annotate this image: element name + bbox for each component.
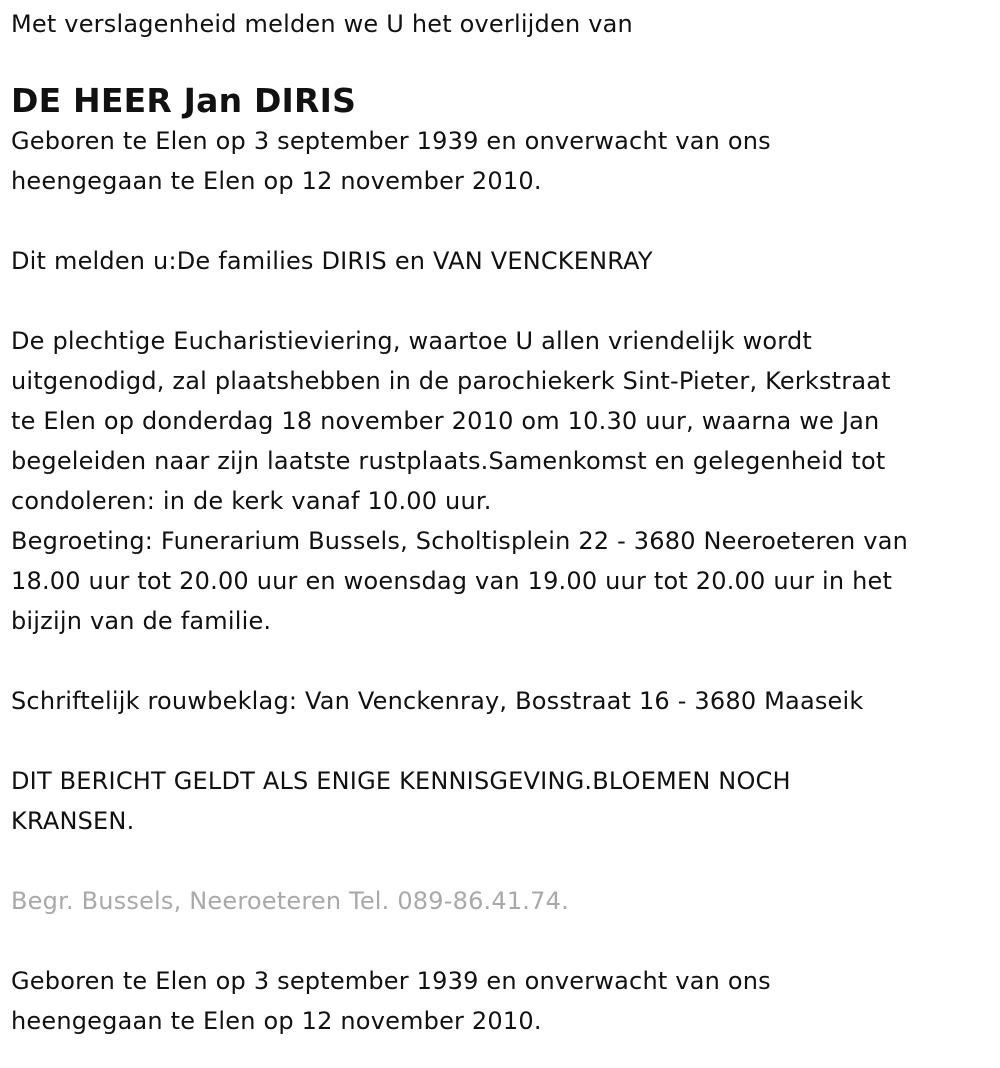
- condolences-paragraph: [11, 681, 991, 721]
- ceremony-line: uitgenodigd, zal plaatshebben in de parochiekerk Sint-Pieter, Kerkstraat: [11, 367, 891, 395]
- ceremony-paragraph: [11, 321, 991, 641]
- birth-death-line: Geboren te Elen op 3 september 1939 en onverwacht van ons: [11, 127, 771, 155]
- birth-death-paragraph: [11, 121, 991, 201]
- funeral-director-paragraph: [11, 881, 991, 921]
- ceremony-line: te Elen op donderdag 18 november 2010 om 10.30 uur, waarna we Jan: [11, 407, 880, 435]
- notice-line: KRANSEN.: [11, 807, 135, 835]
- death-notice: [11, 0, 991, 1041]
- ceremony-line: condoleren: in de kerk vanaf 10.00 uur.: [11, 487, 492, 515]
- condolences-line: Schriftelijk rouwbeklag: Van Venckenray, Bosstraat 16 - 3680 Maaseik: [11, 687, 864, 715]
- birth-death-repeat-paragraph: [11, 961, 991, 1041]
- birth-death-line: heengegaan te Elen op 12 november 2010.: [11, 167, 542, 195]
- deceased-name: DE HEER Jan DIRIS: [11, 81, 357, 120]
- intro-text: Met verslagenheid melden we U het overlijden van: [11, 10, 633, 38]
- ceremony-line: 18.00 uur tot 20.00 uur en woensdag van 19.00 uur tot 20.00 uur in het: [11, 567, 893, 595]
- ceremony-line: De plechtige Eucharistieviering, waartoe U allen vriendelijk wordt: [11, 327, 812, 355]
- funeral-director-line: Begr. Bussels, Neeroeteren Tel. 089-86.41.74.: [11, 887, 569, 915]
- announcers-line: Dit melden u:De families DIRIS en VAN VENCKENRAY: [11, 247, 653, 275]
- announcers-paragraph: [11, 241, 991, 281]
- ceremony-line: Begroeting: Funerarium Bussels, Scholtisplein 22 - 3680 Neeroeteren van: [11, 527, 909, 555]
- ceremony-line: bijzijn van de familie.: [11, 607, 272, 635]
- birth-death-repeat-line: Geboren te Elen op 3 september 1939 en onverwacht van ons: [11, 967, 771, 995]
- ceremony-line: begeleiden naar zijn laatste rustplaats.Samenkomst en gelegenheid tot: [11, 447, 886, 475]
- notice-line: DIT BERICHT GELDT ALS ENIGE KENNISGEVING.BLOEMEN NOCH: [11, 767, 791, 795]
- birth-death-repeat-line: heengegaan te Elen op 12 november 2010.: [11, 1007, 542, 1035]
- notice-paragraph: [11, 761, 991, 841]
